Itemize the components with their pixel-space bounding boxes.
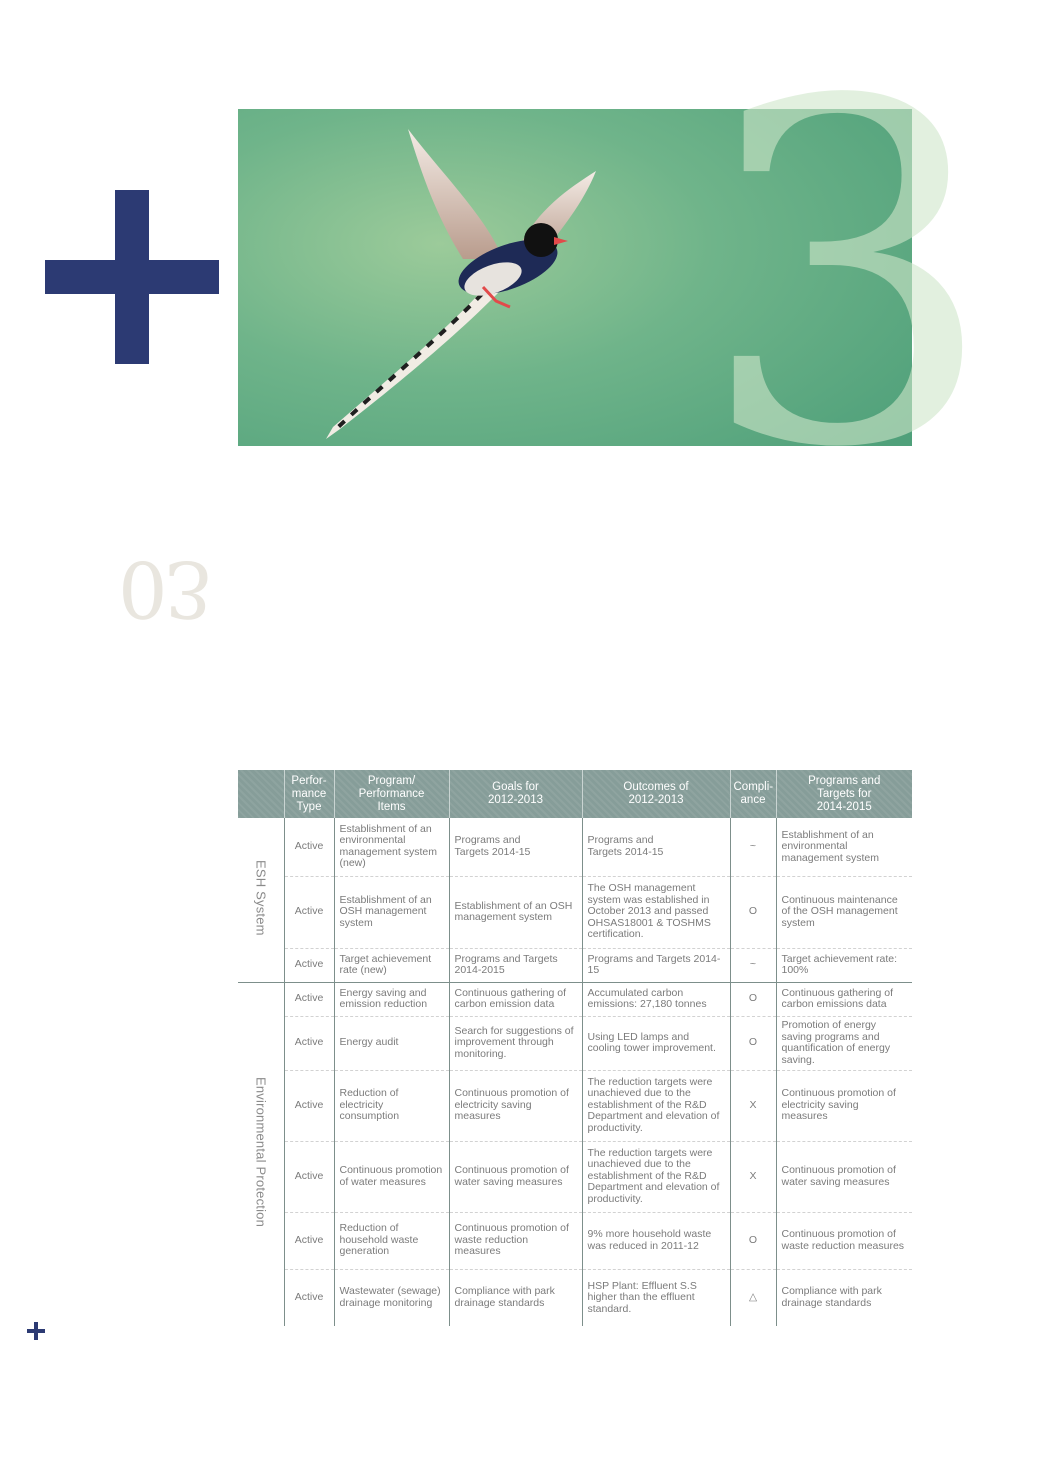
- table-row: [238, 818, 912, 876]
- outcome-cell: Programs and Targets 2014-15: [582, 948, 730, 982]
- outcome-cell: The reduction targets were unachieved due to the establishment of the R&D Department and elevation of productivity.: [582, 1141, 730, 1212]
- header-outcome: Outcomes of 2012-2013: [582, 770, 730, 818]
- goal-cell: Search for suggestions of improvement through monitoring.: [449, 1016, 582, 1070]
- outcome-cell: Accumulated carbon emissions: 27,180 tonnes: [582, 982, 730, 1016]
- item-cell: Target achievement rate (new): [334, 948, 449, 982]
- item-cell: Energy audit: [334, 1016, 449, 1070]
- chapter-digit: 3: [698, 3, 998, 550]
- table-row: [238, 1070, 912, 1141]
- table-row: [238, 876, 912, 948]
- target-cell: Compliance with park drainage standards: [776, 1269, 912, 1326]
- hero-image: [238, 3, 998, 550]
- item-cell: Reduction of electricity consumption: [334, 1070, 449, 1141]
- target-cell: Promotion of energy saving programs and quantification of energy saving.: [776, 1016, 912, 1070]
- type-cell: Active: [284, 1016, 334, 1070]
- header-type: Perfor- mance Type: [284, 770, 334, 818]
- type-cell: Active: [284, 1212, 334, 1269]
- outcome-cell: Using LED lamps and cooling tower improvement.: [582, 1016, 730, 1070]
- table-row: [238, 1269, 912, 1326]
- compliance-cell: ~: [730, 948, 776, 982]
- target-cell: Continuous promotion of electricity saving measures: [776, 1070, 912, 1141]
- table-row: [238, 982, 912, 1016]
- group-label: ESH System: [253, 860, 269, 936]
- target-cell: Target achievement rate: 100%: [776, 948, 912, 982]
- item-cell: Reduction of household waste generation: [334, 1212, 449, 1269]
- header-group: [238, 770, 284, 818]
- goal-cell: Establishment of an OSH management system: [449, 876, 582, 948]
- bird-photo: [238, 3, 998, 550]
- type-cell: Active: [284, 876, 334, 948]
- goal-cell: Continuous promotion of waste reduction measures: [449, 1212, 582, 1269]
- type-cell: Active: [284, 948, 334, 982]
- item-cell: Wastewater (sewage) drainage monitoring: [334, 1269, 449, 1326]
- outcome-cell: Programs and Targets 2014-15: [582, 818, 730, 876]
- goal-cell: Programs and Targets 2014-15: [449, 818, 582, 876]
- type-cell: Active: [284, 818, 334, 876]
- mirrored-chapter-number: 03: [118, 543, 210, 633]
- target-cell: Continuous promotion of waste reduction measures: [776, 1212, 912, 1269]
- compliance-cell: ~: [730, 818, 776, 876]
- type-cell: Active: [284, 1269, 334, 1326]
- table-row: [238, 1141, 912, 1212]
- target-cell: Continuous maintenance of the OSH management system: [776, 876, 912, 948]
- type-cell: Active: [284, 1141, 334, 1212]
- outcome-cell: 9% more household waste was reduced in 2011-12: [582, 1212, 730, 1269]
- type-cell: Active: [284, 1070, 334, 1141]
- compliance-cell: O: [730, 1212, 776, 1269]
- item-cell: Energy saving and emission reduction: [334, 982, 449, 1016]
- goal-cell: Continuous promotion of electricity saving measures: [449, 1070, 582, 1141]
- target-cell: Establishment of an environmental management system: [776, 818, 912, 876]
- type-cell: Active: [284, 982, 334, 1016]
- compliance-cell: O: [730, 982, 776, 1016]
- header-goal: Goals for 2012-2013: [449, 770, 582, 818]
- group-label-cell: [238, 982, 284, 1326]
- table-row: [238, 1212, 912, 1269]
- compliance-cell: O: [730, 876, 776, 948]
- compliance-cell: △: [730, 1269, 776, 1326]
- header-target: Programs and Targets for 2014-2015: [776, 770, 912, 818]
- target-cell: Continuous gathering of carbon emissions data: [776, 982, 912, 1016]
- outcome-cell: The reduction targets were unachieved due to the establishment of the R&D Department and elevation of productivity.: [582, 1070, 730, 1141]
- plus-icon: [45, 190, 219, 364]
- target-cell: Continuous promotion of water saving measures: [776, 1141, 912, 1212]
- item-cell: Continuous promotion of water measures: [334, 1141, 449, 1212]
- performance-table: [238, 770, 912, 1326]
- group-label: Environmental Protection: [253, 1077, 269, 1228]
- header-item: Program/ Performance Items: [334, 770, 449, 818]
- goal-cell: Continuous promotion of water saving measures: [449, 1141, 582, 1212]
- group-label-cell: [238, 818, 284, 982]
- compliance-cell: X: [730, 1070, 776, 1141]
- table-row: [238, 1016, 912, 1070]
- goal-cell: Programs and Targets 2014-2015: [449, 948, 582, 982]
- outcome-cell: HSP Plant: Effluent S.S higher than the effluent standard.: [582, 1269, 730, 1326]
- item-cell: Establishment of an environmental management system (new): [334, 818, 449, 876]
- compliance-cell: O: [730, 1016, 776, 1070]
- goal-cell: Continuous gathering of carbon emission data: [449, 982, 582, 1016]
- plus-icon: [27, 1322, 45, 1340]
- goal-cell: Compliance with park drainage standards: [449, 1269, 582, 1326]
- table-header-row: [238, 770, 912, 818]
- outcome-cell: The OSH management system was established in October 2013 and passed OHSAS18001 & TOSHMS certification.: [582, 876, 730, 948]
- compliance-cell: X: [730, 1141, 776, 1212]
- item-cell: Establishment of an OSH management system: [334, 876, 449, 948]
- table-row: [238, 948, 912, 982]
- header-compliance: Compli- ance: [730, 770, 776, 818]
